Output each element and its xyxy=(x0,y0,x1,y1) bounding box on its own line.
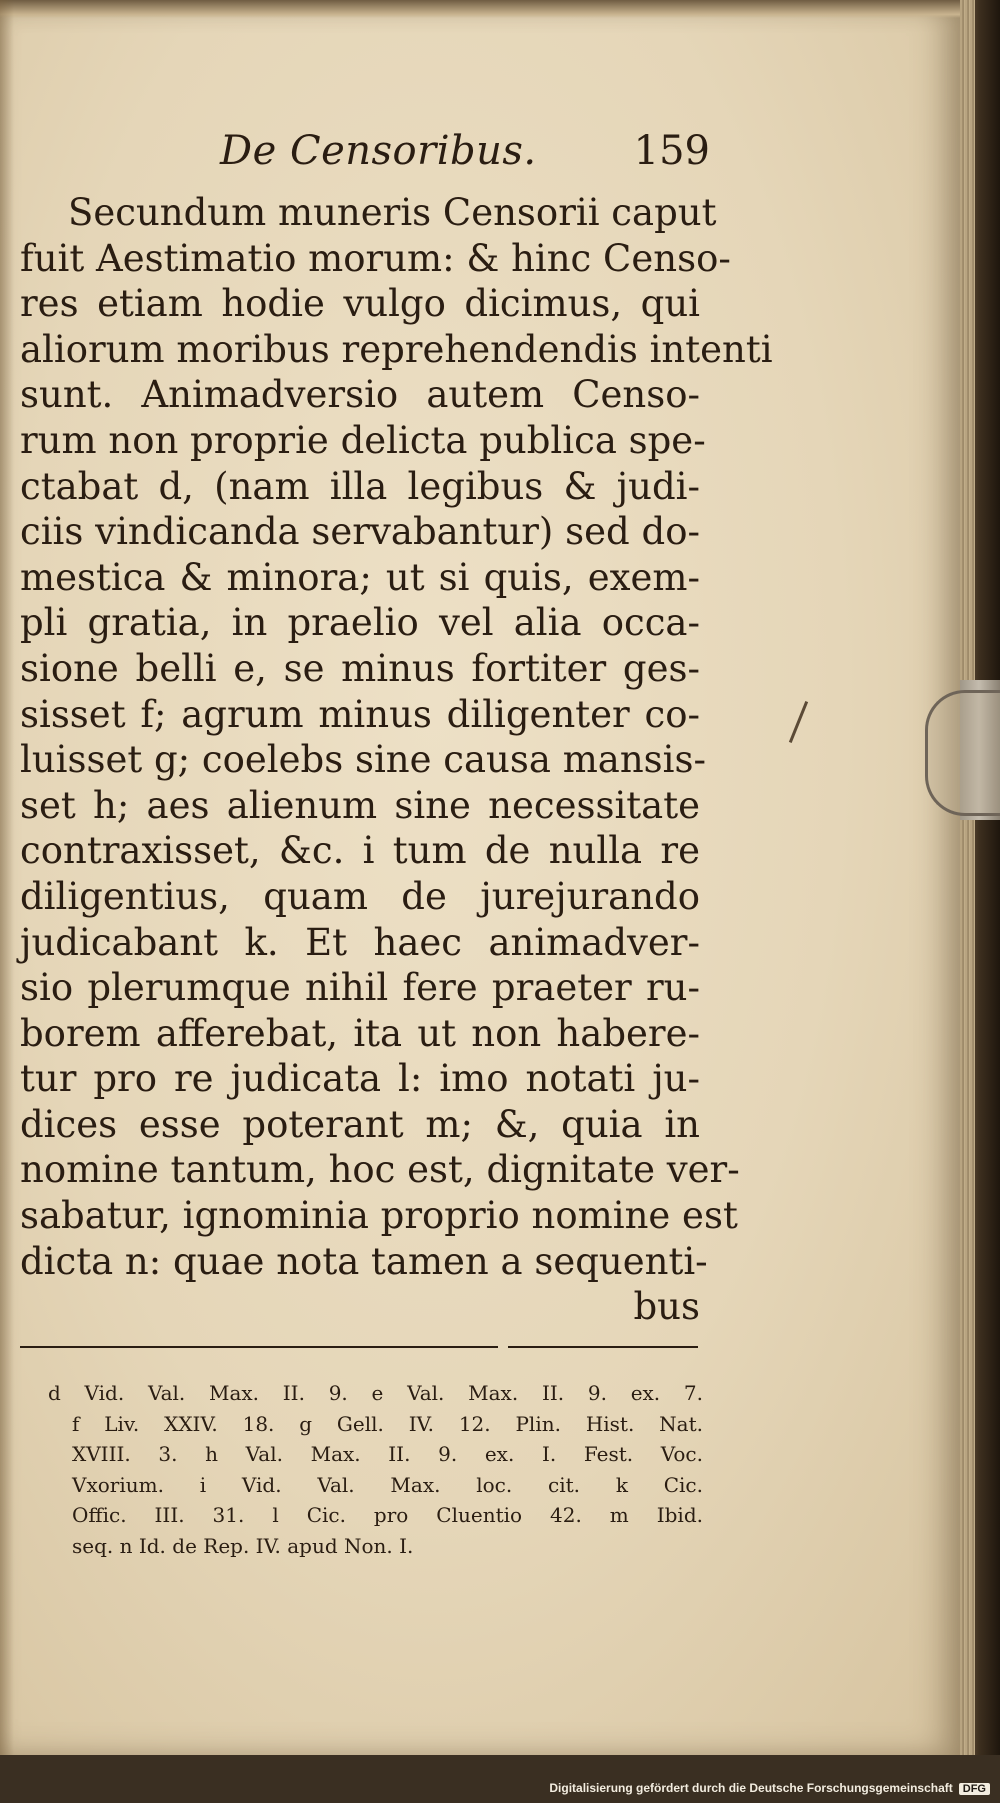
bottom-strip xyxy=(0,1755,1000,1803)
footnote-line: seq. n Id. de Rep. IV. apud Non. I. xyxy=(72,1533,414,1558)
text-line: pli gratia, in praelio vel alia occa- xyxy=(20,601,700,645)
footnote-line: Offic. III. 31. l Cic. pro Cluentio 42. m Ibid. xyxy=(72,1503,703,1527)
text-line: ctabat d, (nam illa legibus & judi- xyxy=(20,464,700,508)
text-line: sunt. Animadversio autem Censo- xyxy=(20,373,700,417)
text-line: Secundum muneris Censorii caput xyxy=(68,191,717,234)
text-line: fuit Aestimatio morum: & hinc Censo- xyxy=(20,236,731,280)
footnote-line: XVIII. 3. h Val. Max. II. 9. ex. I. Fest. Voc. xyxy=(72,1442,703,1466)
text-line: sione belli e, se minus fortiter ges- xyxy=(20,646,700,690)
footnote-rule-right xyxy=(508,1346,698,1348)
body-text xyxy=(20,190,773,1330)
text-line: contraxisset, &c. i tum de nulla re xyxy=(20,829,700,873)
text-line: judicabant k. Et haec animadver- xyxy=(20,920,700,964)
footnote-rule-left xyxy=(20,1346,498,1348)
pencil-mark xyxy=(789,701,808,743)
credit-text: Digitalisierung gefördert durch die Deutsche Forschungsgemeinschaft xyxy=(549,1781,953,1795)
text-line: set h; aes alienum sine necessitate xyxy=(20,783,700,827)
text-line: rum non proprie delicta publica spe- xyxy=(20,418,706,462)
text-line: borem afferebat, ita ut non habere- xyxy=(20,1011,700,1055)
page-clip xyxy=(925,690,1000,816)
text-line: aliorum moribus reprehendendis intenti xyxy=(20,327,773,371)
footnote-line: d Vid. Val. Max. II. 9. e Val. Max. II. 9. ex. 7. xyxy=(48,1381,703,1405)
top-shadow xyxy=(0,0,960,18)
footnote-line: f Liv. XXIV. 18. g Gell. IV. 12. Plin. Hist. Nat. xyxy=(72,1411,703,1436)
text-line: diligentius, quam de jurejurando xyxy=(20,874,700,918)
catchword: bus xyxy=(633,1285,700,1329)
gutter-shadow xyxy=(0,0,14,1755)
text-line: sisset f; agrum minus diligenter co- xyxy=(20,692,700,736)
text-line: luisset g; coelebs sine causa mansis- xyxy=(20,738,706,782)
text-line: sio plerumque nihil fere praeter ru- xyxy=(20,966,700,1010)
dfg-logo: DFG xyxy=(959,1783,990,1795)
text-line: res etiam hodie vulgo dicimus, qui xyxy=(20,282,700,326)
digitization-credit xyxy=(549,1781,990,1795)
footnotes xyxy=(48,1378,703,1561)
text-line: mestica & minora; ut si quis, exem- xyxy=(20,555,700,599)
text-line: ciis vindicanda servabantur) sed do- xyxy=(20,510,700,554)
page-number: 159 xyxy=(633,128,710,174)
footnote-line: Vxorium. i Vid. Val. Max. loc. cit. k Cic. xyxy=(72,1472,703,1497)
text-line: sabatur, ignominia proprio nomine est xyxy=(20,1194,738,1238)
text-line: tur pro re judicata l: imo notati ju- xyxy=(20,1057,700,1101)
running-title: De Censoribus. xyxy=(220,128,537,174)
running-head xyxy=(220,128,710,178)
text-line: dicta n: quae nota tamen a sequenti- xyxy=(20,1239,708,1283)
text-line: nomine tantum, hoc est, dignitate ver- xyxy=(20,1148,740,1192)
text-line: dices esse poterant m; &, quia in xyxy=(20,1102,700,1146)
